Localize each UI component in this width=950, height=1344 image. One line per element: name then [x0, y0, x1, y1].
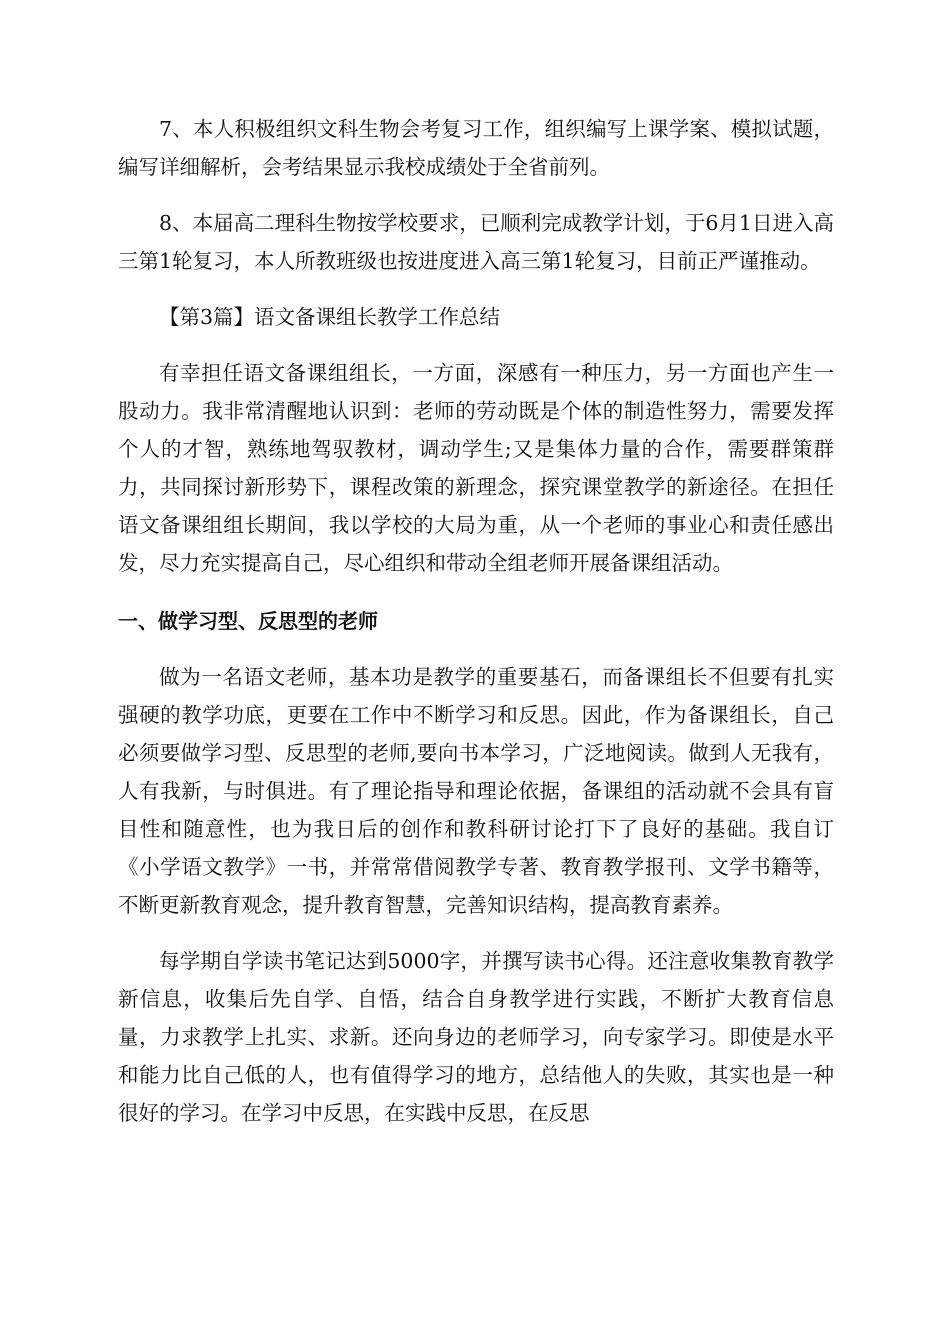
section-heading: 一、做学习型、反思型的老师	[118, 609, 378, 633]
study-paragraph-1: 做为一名语文老师，基本功是教学的重要基石，而备课组长不但要有扎实强硬的教学功底，更要在工作中不断学习和反思。因此，作为备课组长，自己必须要做学习型、反思型的老师,要向书本学习，广泛地阅读。做到人无我有，人有我新，与时俱进。有了理论指导和理论依据，备课组的活动就不会具有盲目性和随意性，也为我日后的创作和教科研讨论打下了良好的基础。我自订《小学语文教学》一书，并常常借阅教学专著、教育教学报刊、文学书籍等，不断更新教育观念，提升教育智慧，完善知识结构，提高教育素养。	[118, 665, 834, 917]
document-page	[118, 110, 834, 1150]
study-paragraph-2: 每学期自学读书笔记达到5000字，并撰写读书心得。还注意收集教育教学新信息，收集后先自学、自悟，结合自身教学进行实践，不断扩大教育信息量，力求教学上扎实、求新。还向身边的老师学习，向专家学习。即使是水平和能力比自己低的人，也有值得学习的地方，总结他人的失败，其实也是一种很好的学习。在学习中反思，在实践中反思，在反思	[118, 949, 834, 1125]
intro-paragraph: 有幸担任语文备课组组长，一方面，深感有一种压力，另一方面也产生一股动力。我非常清醒地认识到：老师的劳动既是个体的制造性努力，需要发挥个人的才智，熟练地驾驭教材，调动学生;又是集体力量的合作，需要群策群力，共同探讨新形势下，课程改策的新理念，探究课堂教学的新途径。在担任语文备课组组长期间，我以学校的大局为重，从一个老师的事业心和责任感出发，尽力充实提高自己，尽心组织和带动全组老师开展备课组活动。	[118, 361, 834, 575]
paragraph-item-8: 8、本届高二理科生物按学校要求，已顺利完成教学计划，于6月1日进入高三第1轮复习，本人所教班级也按进度进入高三第1轮复习，目前正严谨推动。	[118, 211, 834, 273]
section-title: 【第3篇】语文备课组长教学工作总结	[159, 305, 501, 329]
paragraph-item-7: 7、本人积极组织文科生物会考复习工作，组织编写上课学案、模拟试题，编写详细解析，会考结果显示我校成绩处于全省前列。	[118, 117, 834, 179]
